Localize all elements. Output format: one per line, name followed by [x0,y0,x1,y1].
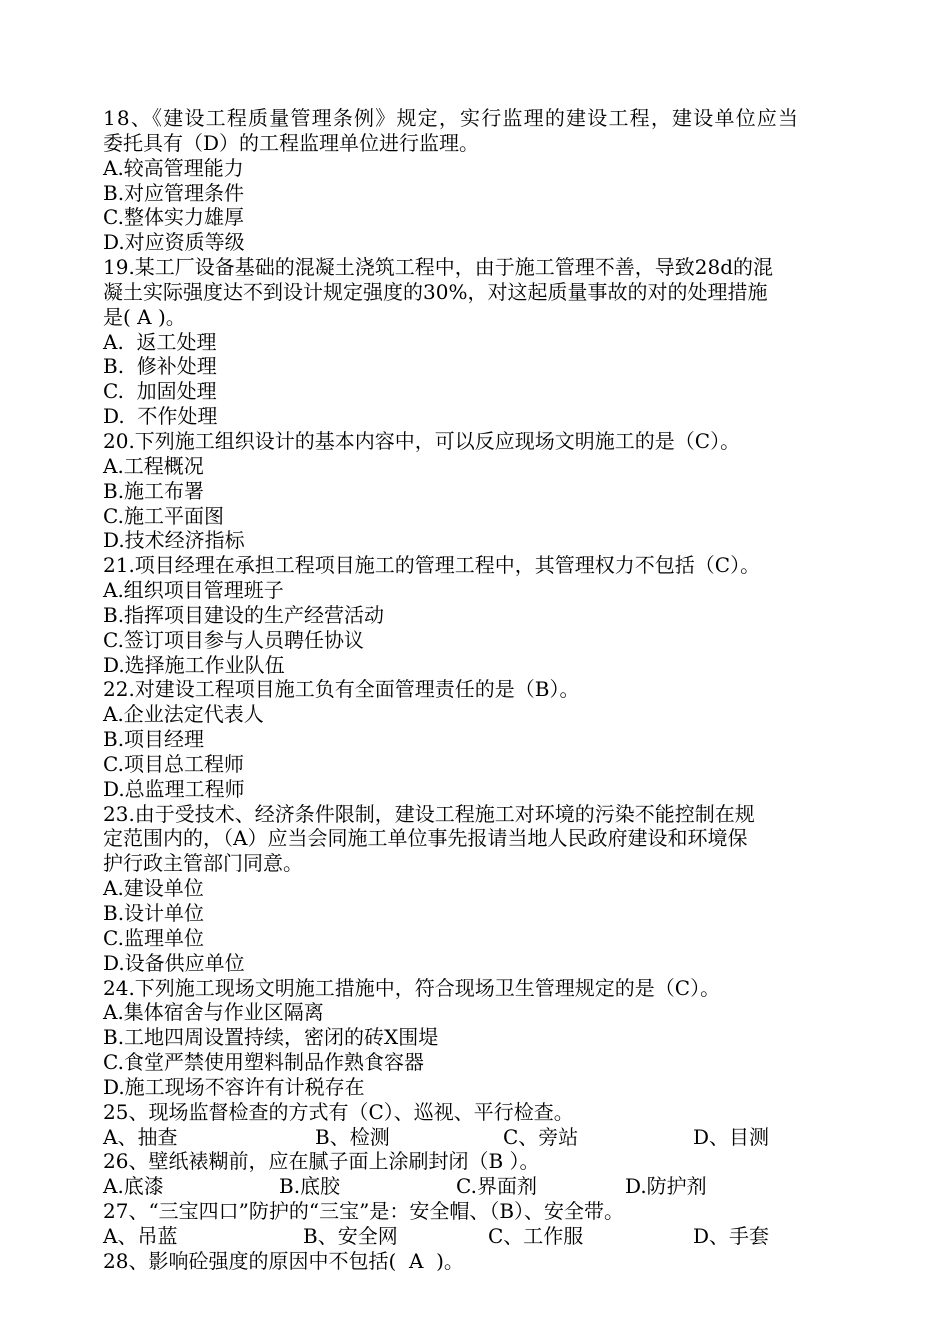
option-d: D.总监理工程师 [103,776,245,801]
option-a: A.企业法定代表人 [103,702,264,727]
option-a: A、吊蓝 [103,1223,178,1248]
question-text: 19.某工厂设备基础的混凝土浇筑工程中，由于施工管理不善，导致28d的混 [103,255,774,280]
question-23 [103,802,848,976]
option-c: C.整体实力雄厚 [103,205,244,230]
option-d: D.对应资质等级 [103,230,245,255]
option-d: D. 不作处理 [103,404,218,429]
option-b: B.指挥项目建设的生产经营活动 [103,602,385,627]
question-text: 凝土实际强度达不到设计规定强度的30%，对这起质量事故的对的处理措施 [103,279,768,304]
option-c: C、工作服 [488,1223,584,1248]
question-27 [103,1199,848,1249]
option-a: A.底漆 [103,1174,164,1199]
option-d: D.施工现场不容许有计税存在 [103,1074,365,1099]
option-b: B、检测 [315,1124,390,1149]
option-d: D.技术经济指标 [103,528,245,553]
option-c: C.食堂严禁使用塑料制品作熟食容器 [103,1050,424,1075]
option-c: C.施工平面图 [103,503,224,528]
question-text: 23.由于受技术、经济条件限制，建设工程施工对环境的污染不能控制在规 [103,801,755,826]
question-20 [103,429,848,553]
question-text: 20.下列施工组织设计的基本内容中，可以反应现场文明施工的是（C）。 [103,428,741,453]
question-26 [103,1149,848,1199]
option-a: A.较高管理能力 [103,155,244,180]
option-c: C、旁站 [503,1124,579,1149]
option-a: A. 返工处理 [103,329,217,354]
question-text: 28、影响砼强度的原因中不包括( A )。 [103,1248,464,1273]
option-a: A.建设单位 [103,876,204,901]
question-22 [103,677,848,801]
option-c: C.签订项目参与人员聘任协议 [103,627,364,652]
option-c: C.监理单位 [103,925,204,950]
question-text: 18、《建设工程质量管理条例》规定，实行监理的建设工程，建设单位应当 [103,106,800,130]
option-row [103,1224,848,1249]
option-c: C. 加固处理 [103,379,217,404]
option-b: B.项目经理 [103,727,205,752]
question-text: 22.对建设工程项目施工负有全面管理责任的是（B）。 [103,677,580,702]
option-b: B、安全网 [303,1223,398,1248]
question-text: 委托具有（D）的工程监理单位进行监理。 [103,130,480,155]
option-d: D、目测 [693,1124,770,1149]
option-a: A.集体宿舍与作业区隔离 [103,1000,324,1025]
option-a: A.组织项目管理班子 [103,578,284,603]
question-text: 24.下列施工现场文明施工措施中，符合现场卫生管理规定的是（C）。 [103,975,721,1000]
option-b: B.施工布署 [103,478,205,503]
question-21 [103,553,848,677]
question-text: 26、壁纸裱糊前，应在腻子面上涂刷封闭（B ）。 [103,1149,540,1174]
question-19 [103,255,848,429]
option-row [103,1174,848,1199]
option-b: B. 修补处理 [103,354,217,379]
option-a: A.工程概况 [103,453,204,478]
option-b: B.对应管理条件 [103,180,245,205]
option-d: D.选择施工作业队伍 [103,652,285,677]
question-text: 定范围内的，（A）应当会同施工单位事先报请当地人民政府建设和环境保 [103,826,748,851]
option-d: D.防护剂 [625,1174,707,1199]
option-c: C.界面剂 [456,1174,537,1199]
question-text: 是( A )。 [103,304,186,329]
option-b: B.底胶 [279,1174,341,1199]
option-d: D、手套 [693,1223,770,1248]
question-text: 21.项目经理在承担工程项目施工的管理工程中，其管理权力不包括（C）。 [103,553,761,578]
question-text: 25、现场监督检查的方式有（C）、巡视、平行检查。 [103,1099,574,1124]
question-18 [103,106,848,255]
question-text: 护行政主管部门同意。 [103,851,303,876]
option-c: C.项目总工程师 [103,751,244,776]
option-row [103,1125,848,1150]
question-24 [103,976,848,1100]
option-b: B.工地四周设置持续，密闭的砖X围堤 [103,1025,439,1050]
question-25 [103,1100,848,1150]
question-text: 27、“三宝四口”防护的“三宝”是：安全帽、（B）、安全带。 [103,1199,625,1224]
question-28 [103,1249,848,1274]
question-list [103,106,848,1274]
option-a: A、抽查 [103,1124,178,1149]
option-d: D.设备供应单位 [103,950,245,975]
option-b: B.设计单位 [103,901,205,925]
